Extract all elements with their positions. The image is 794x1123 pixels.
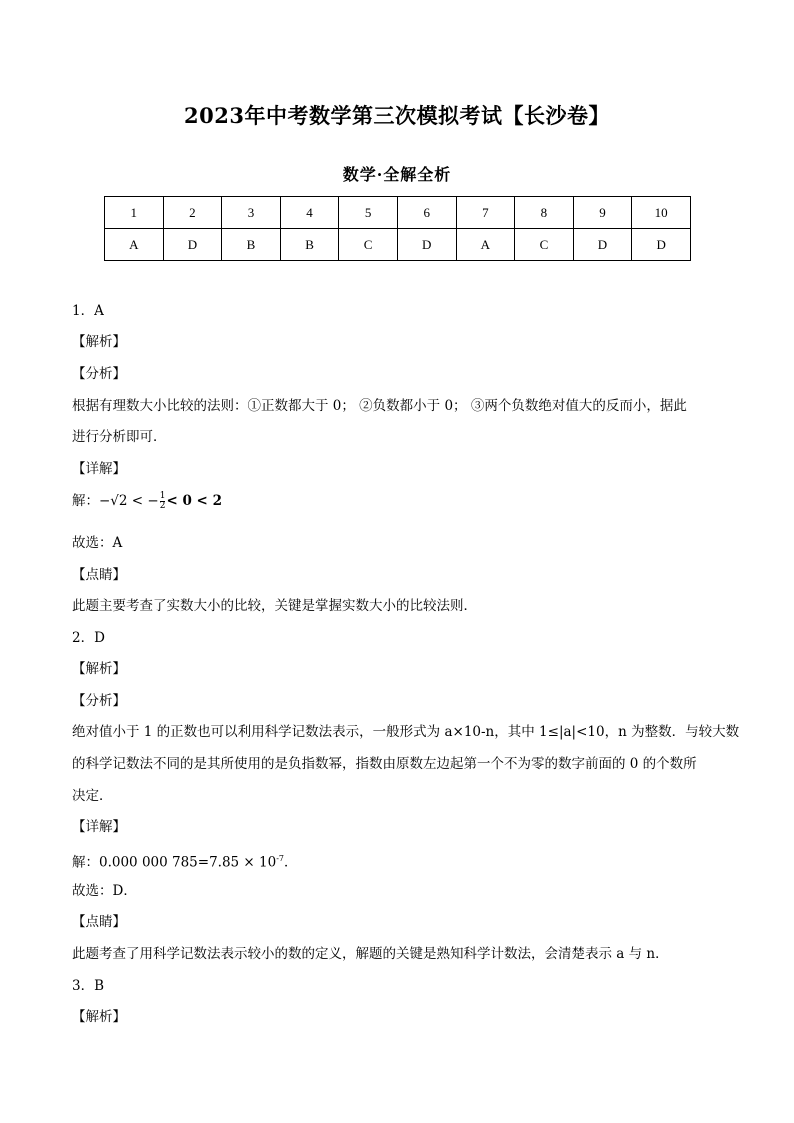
table-cell-number: 5 [339,197,398,229]
q3-heading: 3．B [72,978,105,994]
table-cell-number: 8 [515,197,574,229]
q2-jiexi-label: 【解析】 [72,661,126,677]
page-title: 2023年中考数学第三次模拟考试【长沙卷】 [184,103,610,128]
q2-choice: 故选：D． [72,883,137,899]
q2-solution [72,851,298,871]
q2-xiangjie-label: 【详解】 [72,819,126,835]
table-cell-number: 9 [573,197,632,229]
q2-dianjing-label: 【点睛】 [72,914,126,930]
answer-table-answer-row [105,229,691,261]
q1-analysis-line-1: 根据有理数大小比较的法则：①正数都大于 0； ②负数都小于 0； ③两个负数绝对值大的反而小，据此 [72,398,687,414]
table-cell-number: 7 [456,197,515,229]
page-subtitle: 数学·全解全析 [342,165,452,184]
answer-table [104,196,691,261]
q1-fenxi-label: 【分析】 [72,366,126,382]
table-cell-number: 2 [163,197,222,229]
table-cell-answer: D [632,229,691,261]
table-cell-number: 1 [105,197,164,229]
q3-jiexi-label: 【解析】 [72,1009,126,1025]
table-cell-answer: D [573,229,632,261]
q2-solution-prefix: 解：0.000 000 785=7.85 × 10 [72,854,277,871]
table-cell-answer: D [163,229,222,261]
table-cell-number: 10 [632,197,691,229]
fraction-denominator: 2 [159,501,166,511]
q2-analysis-line-3: 决定． [72,788,113,804]
q1-choice: 故选：A [72,535,123,551]
table-cell-answer: A [456,229,515,261]
q2-solution-end: ． [284,854,298,871]
table-cell-number: 3 [222,197,281,229]
q2-heading: 2．D [72,630,105,646]
q1-analysis-line-2: 进行分析即可． [72,429,167,445]
q2-analysis-line-2: 的科学记数法不同的是其所使用的是负指数幂，指数由原数左边起第一个不为零的数字前面的 0 的个数所 [72,756,697,772]
q1-comment: 此题主要考查了实数大小的比较，关键是掌握实数大小的比较法则． [72,598,477,614]
q1-solution-math-b: < 0 < 2 [166,493,222,509]
table-cell-answer: D [397,229,456,261]
table-cell-answer: C [339,229,398,261]
table-cell-answer: B [280,229,339,261]
table-cell-answer: A [105,229,164,261]
table-cell-answer: B [222,229,281,261]
fraction-numerator: 1 [159,491,166,501]
q1-fraction [160,492,166,511]
q1-solution-math-a: −√2 < − [99,493,159,509]
q1-dianjing-label: 【点睛】 [72,567,126,583]
q2-comment: 此题考查了用科学记数法表示较小的数的定义，解题的关键是熟知科学计数法，会清楚表示 a 与 n． [72,946,669,962]
q1-solution [72,492,222,511]
q2-solution-exponent: -7 [276,854,285,863]
q1-solution-prefix: 解： [72,493,99,509]
q1-heading: 1．A [72,303,104,319]
q2-fenxi-label: 【分析】 [72,693,126,709]
q2-analysis-line-1: 绝对值小于 1 的正数也可以利用科学记数法表示，一般形式为 a×10-n，其中 1≤|a|<10，n 为整数．与较大数 [72,724,740,740]
table-cell-number: 4 [280,197,339,229]
table-cell-number: 6 [397,197,456,229]
table-cell-answer: C [515,229,574,261]
q1-jiexi-label: 【解析】 [72,334,126,350]
q1-xiangjie-label: 【详解】 [72,461,126,477]
answer-table-number-row [105,197,691,229]
